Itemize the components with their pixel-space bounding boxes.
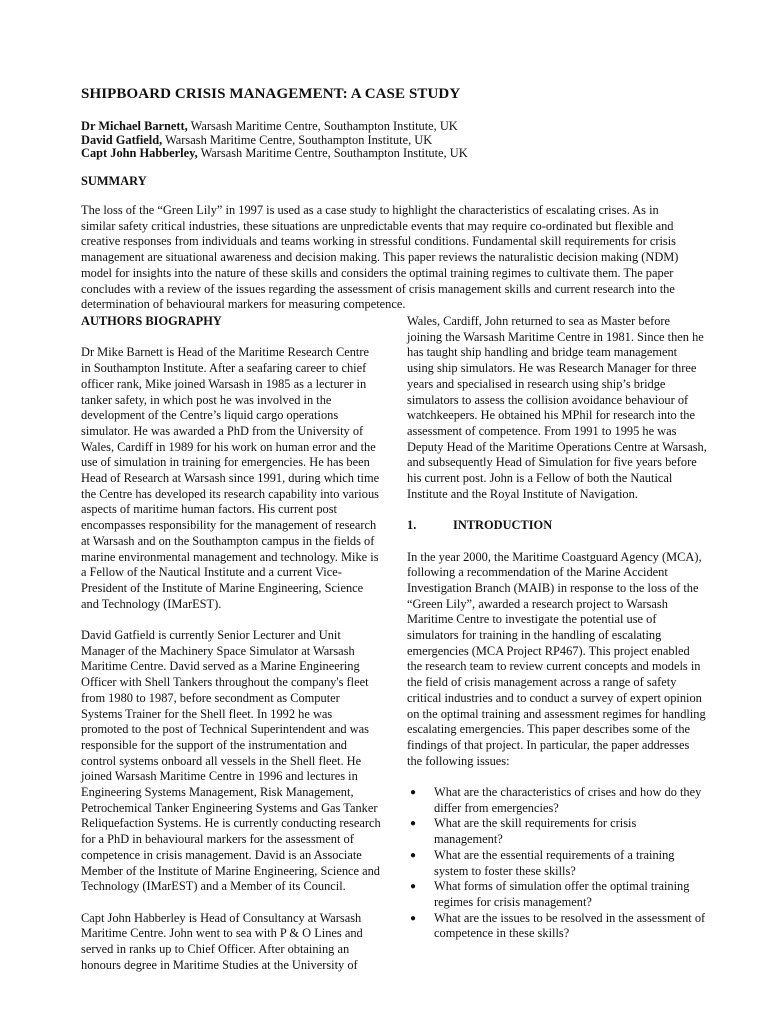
section-title: INTRODUCTION [453,518,553,533]
author-affiliation: Warsash Maritime Centre, Southampton Institute, UK [187,119,458,133]
paper-title: SHIPBOARD CRISIS MANAGEMENT: A CASE STUDY [81,86,461,102]
list-item [407,785,707,816]
biography-heading: AUTHORS BIOGRAPHY [81,314,222,328]
issues-list [407,785,707,942]
introduction-paragraph: In the year 2000, the Maritime Coastguard Agency (MCA), following a recommendation of the Marine Accident Investigation Branch (MAIB) in response to the loss of the “Green Lily”, awarded a research project to Warsash Maritime Centre to investigate the potential use of simulators for training in the handling of escalating emergencies (MCA Project RP467). This project enabled the research team to review current concepts and models in the field of crisis management across a range of safety critical industries and to conduct a survey of expert opinion on the optimal training and assessment regimes for handling escalating emergencies. This paper describes some of the findings of that project. In particular, the paper addresses the following issues: [407,549,706,768]
list-item-text: What are the skill requirements for crisis management? [434,816,637,847]
bullet-icon: ● [410,818,417,830]
summary-text: The loss of the “Green Lily” in 1997 is used as a case study to highlight the characteristics of escalating crises. As in similar safety critical industries, these situations are unpredictable events that may require co-ordinated but flexible and creative responses from individuals and teams working in stressful conditions. Fundamental skill requirements for crisis management are situational awareness and decision making. This paper reviews the naturalistic decision making (NDM) model for insights into the nature of these skills and considers the optimal training regimes to cultivate them. The paper concludes with a review of the issues regarding the assessment of crisis management skills and current research into the determination of behavioural markers for measuring competence. [81,203,679,312]
biography-paragraph-habberley-continued: Wales, Cardiff, John returned to sea as Master before joining the Warsash Maritime Centre in 1981. Since then he has taught ship handling and bridge team management using ship simulators. He was Research Manager for three years and specialised in research using ship’s bridge simulators to assess the collision avoidance behaviour of watchkeepers. He obtained his MPhil for research into the assessment of competence. From 1991 to 1995 he was Deputy Head of the Maritime Operations Centre at Warsash, and subsequently Head of Simulation for five years before his current post. John is a Fellow of both the Nautical Institute and the Royal Institute of Navigation. [407,314,707,501]
bullet-icon: ● [410,912,417,924]
author-list [81,120,721,161]
author-affiliation: Warsash Maritime Centre, Southampton Institute, UK [197,146,468,160]
introduction-heading [407,518,707,534]
list-item [407,816,707,847]
author-line [81,120,721,134]
bullet-icon: ● [410,881,417,893]
author-name: Capt John Habberley, [81,146,198,160]
bullet-icon: ● [410,849,417,861]
section-number: 1. [407,518,417,533]
biography-paragraph-gatfield: David Gatfield is currently Senior Lecturer and Unit Manager of the Machinery Space Simulator at Warsash Maritime Centre. David served as a Marine Engineering Officer with Shell Tankers throughout the company's fleet from 1980 to 1987, before secondment as Computer Systems Trainer for the Shell fleet. In 1992 he was promoted to the post of Technical Superintendent and was responsible for the support of the instrumentation and control systems onboard all vessels in the Shell fleet. He joined Warsash Maritime Centre in 1996 and lectures in Engineering Systems Management, Risk Management, Petrochemical Tanker Engineering Systems and Gas Tanker Reliquefaction Systems. He is currently conducting research for a PhD in behavioural markers for the assessment of competence in crisis management. David is an Associate Member of the Institute of Marine Engineering, Science and Technology (IMarEST) and a Member of its Council. [81,628,381,894]
list-item-text: What are the characteristics of crises and how do they differ from emergencies? [434,785,702,815]
list-item-text: What forms of simulation offer the optimal training regimes for crisis management? [434,879,690,909]
list-item-text: What are the essential requirements of a training system to foster these skills? [434,847,675,878]
summary-heading: SUMMARY [81,174,147,188]
left-column [81,314,381,989]
list-item [407,848,707,879]
bullet-icon: ● [410,787,417,799]
list-item [407,879,707,910]
author-affiliation: Warsash Maritime Centre, Southampton Institute, UK [162,132,433,147]
list-item-text: What are the issues to be resolved in the assessment of competence in these skills? [434,910,706,941]
right-column [407,314,707,942]
biography-paragraph-habberley: Capt John Habberley is Head of Consultancy at Warsash Maritime Centre. John went to sea with P & O Lines and served in ranks up to Chief Officer. After obtaining an honours degree in Maritime Studies at the University of [81,910,363,972]
author-name: David Gatfield, [81,132,163,147]
author-line [81,147,721,161]
biography-paragraph-barnett: Dr Mike Barnett is Head of the Maritime Research Centre in Southampton Institute. After a seafaring career to chief officer rank, Mike joined Warsash in 1985 as a lecturer in tanker safety, in which post he was involved in the development of the Centre’s liquid cargo operations simulator. He was awarded a PhD from the University of Wales, Cardiff in 1989 for his work on human error and the use of simulation in training for emergencies. He has been Head of Research at Warsash since 1991, during which time the Centre has developed its research capability into various aspects of maritime human factors. His current post encompasses responsibility for the management of research at Warsash and on the Southampton campus in the fields of marine environmental management and technology. Mike is a Fellow of the Nautical Institute and a current Vice-President of the Institute of Marine Engineering, Science and Technology (IMarEST). [81,345,380,611]
list-item [407,911,707,942]
author-line [81,134,721,148]
author-name: Dr Michael Barnett, [81,119,188,133]
